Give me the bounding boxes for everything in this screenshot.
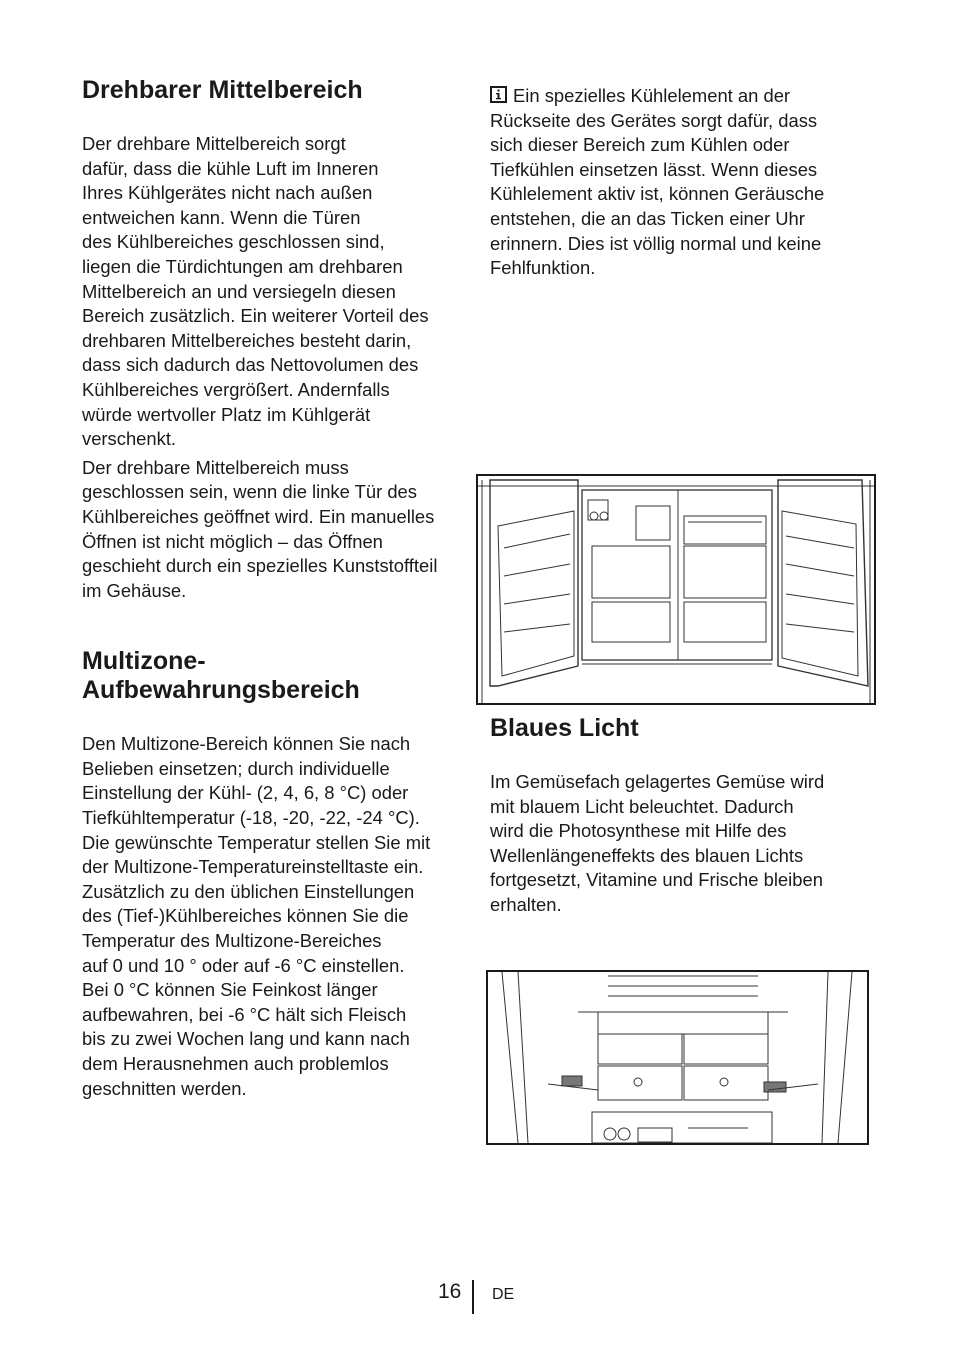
text-line: mit blauem Licht beleuchtet. Dadurch (490, 795, 794, 817)
text-line: dass sich dadurch das Nettovolumen des (82, 354, 419, 376)
info-note-text (490, 84, 870, 281)
info-note (490, 84, 870, 281)
text-line: Bereich zusätzlich. Ein weiterer Vorteil des (82, 305, 429, 327)
text-line: wird die Photosynthese mit Hilfe des (490, 820, 787, 842)
text-line: erinnern. Dies ist völlig normal und keine (490, 232, 822, 254)
text-line: Mittelbereich an und versiegeln diesen (82, 280, 396, 302)
text-line: der Multizone-Temperatureinstelltaste ein. (82, 856, 424, 878)
text-line: entweichen kann. Wenn die Türen (82, 206, 361, 228)
text-line: des Kühlbereiches geschlossen sind, (82, 231, 385, 253)
text-line: verschenkt. (82, 428, 177, 450)
text-line: sich dieser Bereich zum Kühlen oder (490, 134, 790, 156)
text-line: Der drehbare Mittelbereich sorgt (82, 133, 346, 154)
text-line: Temperatur des Multizone-Bereiches (82, 930, 382, 952)
text-line: Öffnen ist nicht möglich – das Öffnen (82, 530, 383, 552)
heading-blaues-licht: Blaues Licht (490, 714, 639, 742)
text-line: Kühlbereiches vergrößert. Andernfalls (82, 378, 390, 400)
text-line: Kühlelement aktiv ist, können Geräusche (490, 183, 825, 205)
language-label: DE (492, 1286, 515, 1303)
text-line: drehbaren Mittelbereiches besteht darin, (82, 329, 412, 351)
text-line: Fehlfunktion. (490, 257, 596, 279)
heading-drehbarer-mittelbereich: Drehbarer Mittelbereich (82, 76, 363, 104)
text-line: des (Tief-)Kühlbereiches können Sie die (82, 905, 409, 927)
text-line: im Gehäuse. (82, 579, 187, 601)
text-line: Ihres Kühlgerätes nicht nach außen (82, 182, 373, 204)
text-line: geschlossen sein, wenn die linke Tür des (82, 481, 417, 503)
text-line: fortgesetzt, Vitamine und Frische bleiben (490, 869, 823, 891)
page-number: 16 (438, 1280, 462, 1303)
left-column (82, 76, 468, 1101)
text-line: dafür, dass die kühle Luft im Inneren (82, 157, 379, 179)
fridge-crisper-drawers-illustration (486, 970, 869, 1145)
text-line: geschnitten werden. (82, 1077, 247, 1099)
info-icon (490, 86, 507, 103)
text-line: Wellenlängeneffekts des blauen Lichts (490, 844, 804, 866)
text-line: Die gewünschte Temperatur stellen Sie mit (82, 831, 431, 853)
text-line: Kühlbereiches geöffnet wird. Ein manuelles (82, 505, 435, 527)
text-line: Tiefkühlen einsetzen lässt. Wenn dieses (490, 158, 818, 180)
text-line: erhalten. (490, 893, 562, 915)
text-line: entstehen, die an das Ticken einer Uhr (490, 207, 805, 229)
text-line: auf 0 und 10 ° oder auf -6 °C einstellen. (82, 954, 405, 976)
text-line: bis zu zwei Wochen lang und kann nach (82, 1028, 410, 1050)
text-line: würde wertvoller Platz im Kühlgerät (82, 403, 371, 425)
text-line: Der drehbare Mittelbereich muss (82, 456, 349, 478)
heading-multizone-line1: Multizone- (82, 647, 206, 676)
text-line: Zusätzlich zu den üblichen Einstellungen (82, 880, 415, 902)
text-line: Im Gemüsefach gelagertes Gemüse wird (490, 771, 825, 792)
paragraph-blaues-licht (490, 770, 870, 918)
text-line: Einstellung der Kühl- (2, 4, 6, 8 °C) oder (82, 782, 409, 804)
text-line: Ein spezielles Kühlelement an der (513, 85, 791, 106)
text-line: Belieben einsetzen; durch individuelle (82, 757, 390, 779)
heading-multizone-line2: Aufbewahrungsbereich (82, 676, 360, 705)
paragraph-drehbarer-2 (82, 456, 468, 604)
text-line: liegen die Türdichtungen am drehbaren (82, 255, 403, 277)
fridge-open-doors-illustration (476, 474, 876, 705)
text-line: aufbewahren, bei -6 °C hält sich Fleisch (82, 1003, 407, 1025)
heading-multizone (82, 647, 468, 705)
paragraph-multizone (82, 732, 468, 1101)
text-line: geschieht durch ein spezielles Kunststoffteil (82, 555, 438, 577)
paragraph-drehbarer-1 (82, 132, 468, 452)
text-line: Bei 0 °C können Sie Feinkost länger (82, 979, 378, 1001)
footer-divider (472, 1280, 474, 1314)
text-line: Rückseite des Gerätes sorgt dafür, dass (490, 109, 818, 131)
text-line: Tiefkühltemperatur (-18, -20, -22, -24 °C). (82, 807, 420, 829)
text-line: Den Multizone-Bereich können Sie nach (82, 733, 411, 755)
text-line: dem Herausnehmen auch problemlos (82, 1053, 389, 1074)
